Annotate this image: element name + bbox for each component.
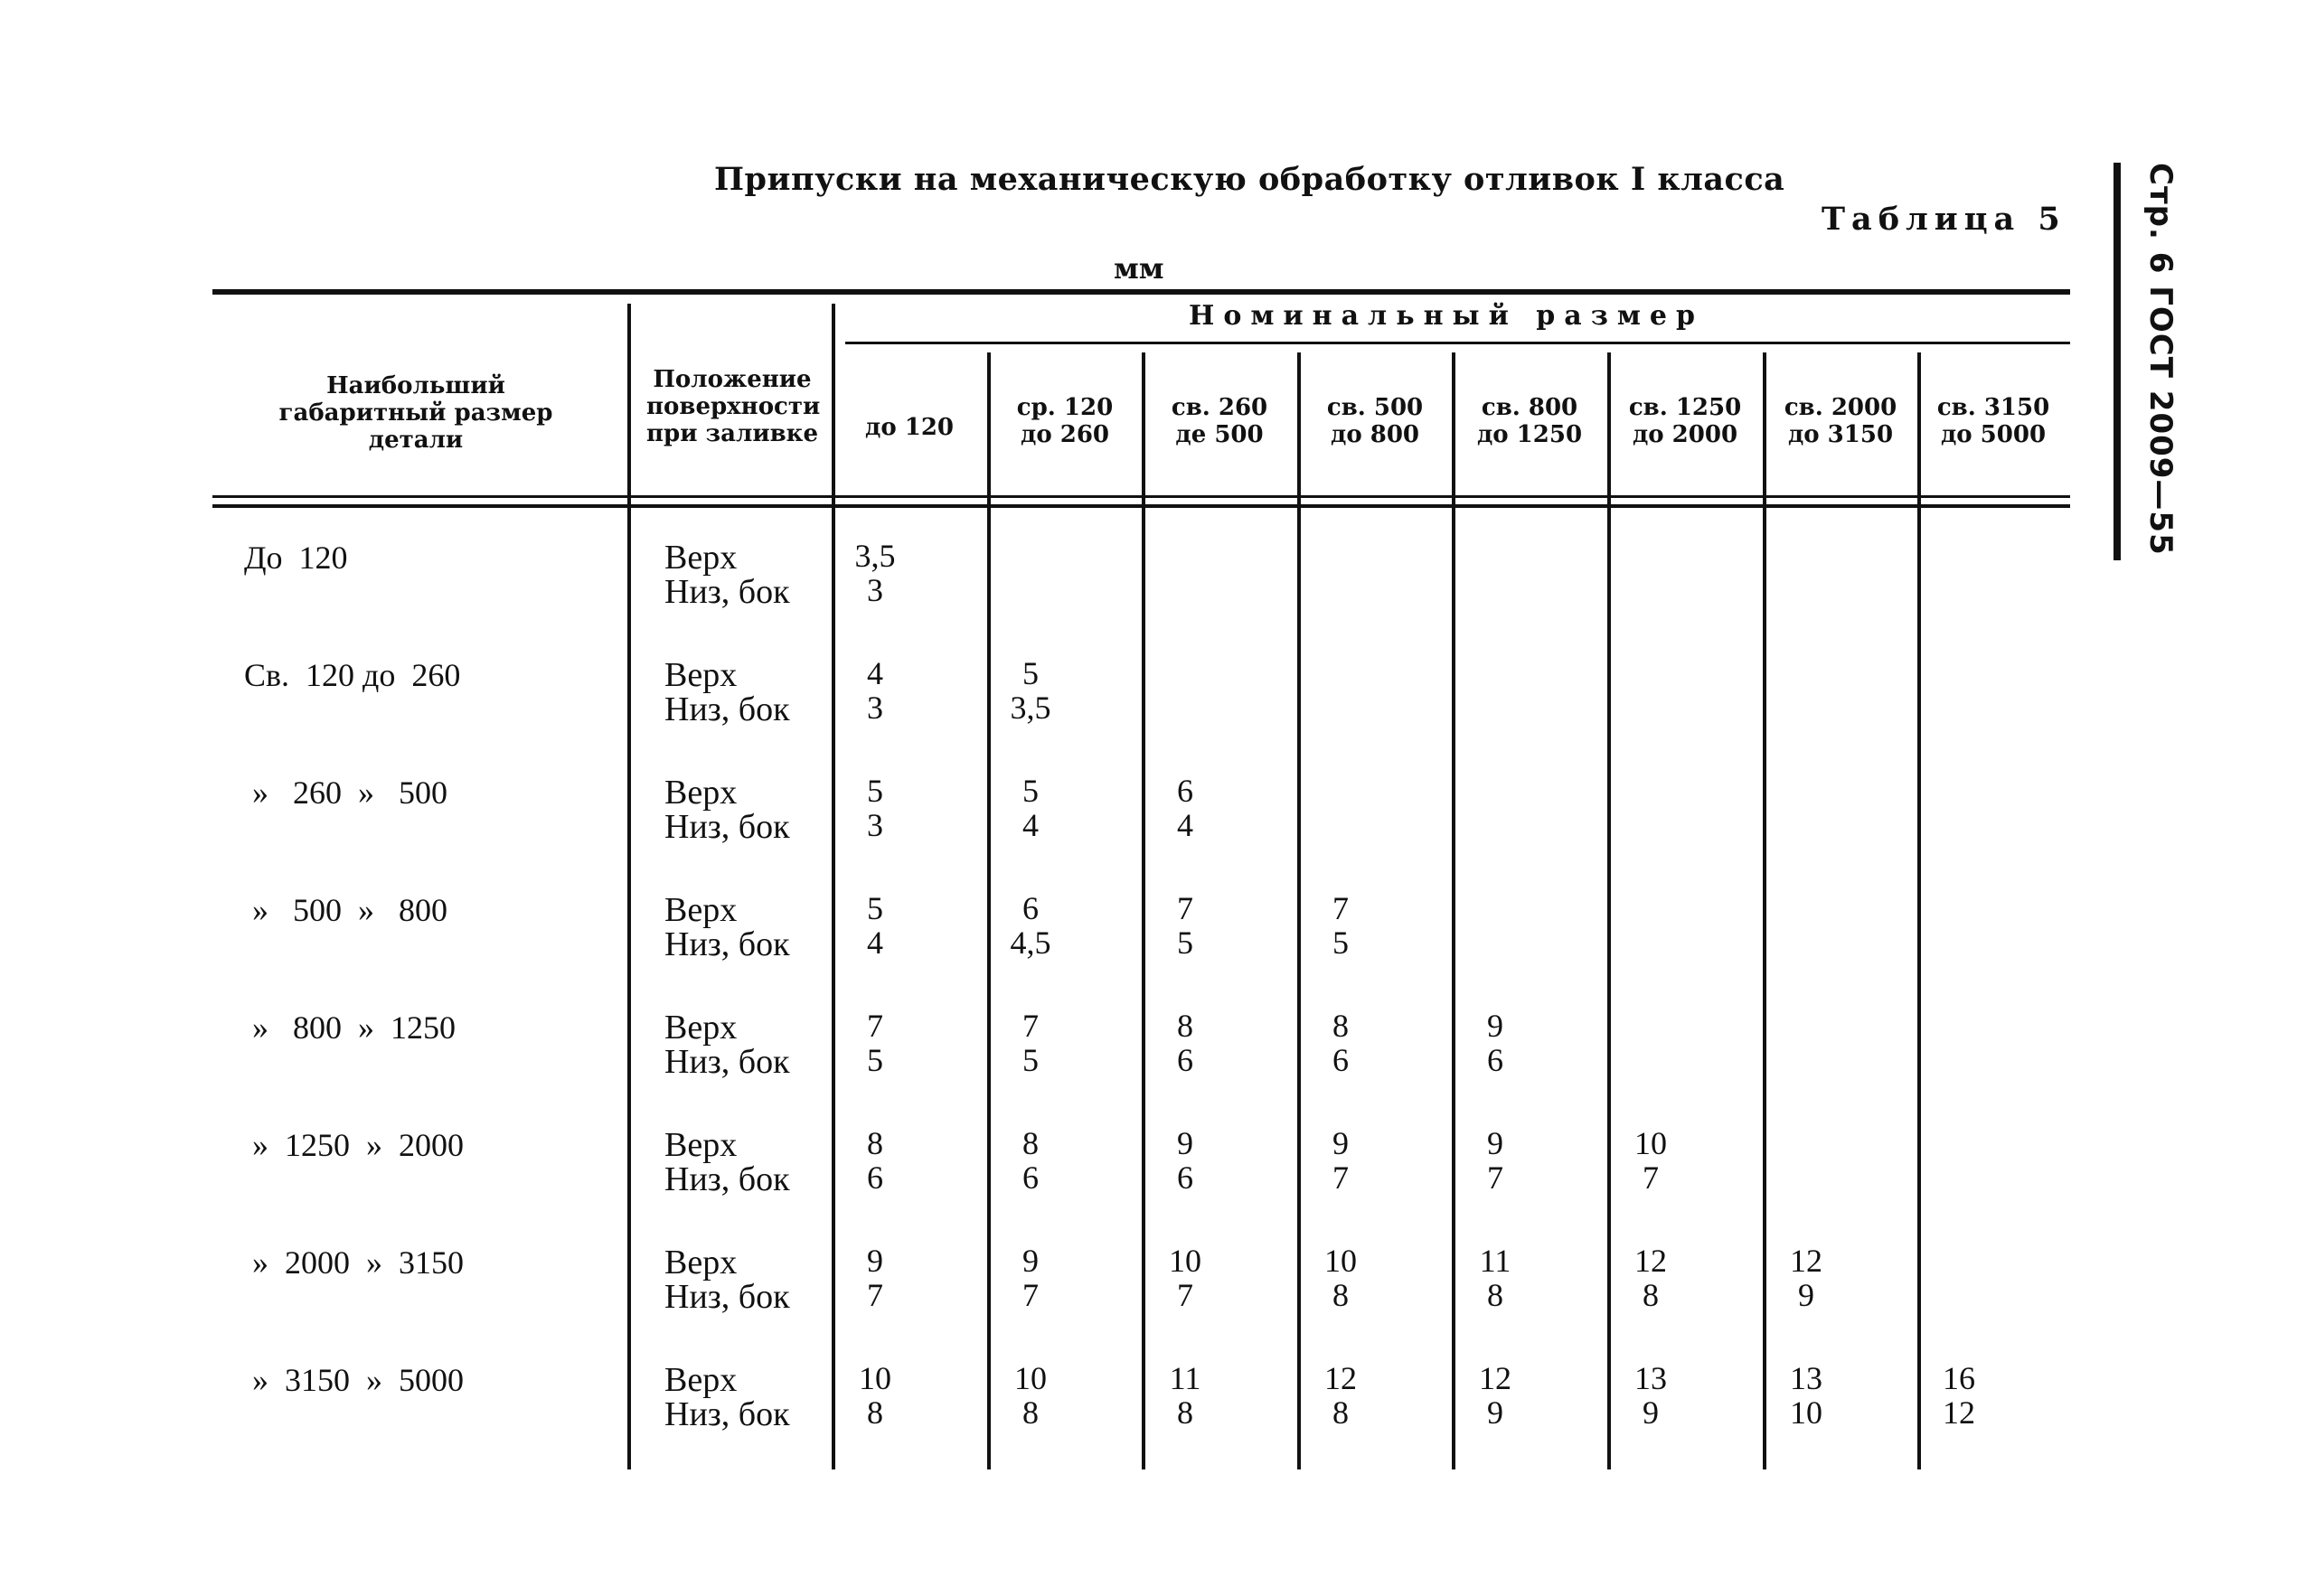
allowance-cell [1304, 1244, 1377, 1312]
position-bottom-side: Низ, бок [664, 573, 790, 611]
table-row [0, 1360, 2079, 1480]
header-size-line: де 500 [1175, 421, 1264, 448]
header-size-line: до 800 [1331, 421, 1419, 448]
header-size-line: до 1250 [1476, 421, 1583, 448]
top-rule [212, 289, 2070, 295]
position-top: Верх [664, 1361, 738, 1399]
allowance-bottom-side: 7 [867, 1277, 883, 1313]
allowance-cell [839, 1244, 911, 1312]
allowance-bottom-side: 6 [867, 1159, 883, 1196]
allowance-cell [1459, 1009, 1531, 1077]
position-bottom-side: Низ, бок [664, 1043, 790, 1081]
table-row [0, 1245, 2079, 1363]
table-row [0, 775, 2079, 893]
row-surface-positions [664, 1010, 790, 1079]
row-surface-positions [664, 540, 790, 609]
allowance-top: 4 [867, 655, 883, 691]
allowance-cell [994, 1361, 1067, 1430]
row-dimension-range: » 260 » 500 [244, 775, 447, 811]
row-surface-positions [664, 1363, 790, 1432]
allowance-cell [1615, 1361, 1687, 1430]
table-title: Припуски на механическую обработку отливок I класса [714, 161, 1785, 198]
allowance-bottom-side: 7 [1022, 1277, 1039, 1313]
allowance-cell [839, 891, 911, 960]
row-surface-positions [664, 1245, 790, 1314]
unit-label: мм [1114, 251, 1164, 286]
header-size-line: до 260 [1021, 421, 1109, 448]
allowance-cell [1459, 1126, 1531, 1195]
allowance-bottom-side: 12 [1943, 1394, 1975, 1431]
allowance-top: 5 [1022, 773, 1039, 809]
row-dimension-range: » 1250 » 2000 [244, 1127, 464, 1163]
allowance-top: 10 [1169, 1243, 1201, 1279]
allowance-cell [1923, 1361, 1995, 1430]
row-dimension-range: » 500 » 800 [244, 892, 447, 928]
table-row [0, 890, 2079, 1010]
row-dimension-range: Св. 120 до 260 [244, 657, 461, 693]
allowance-bottom-side: 9 [1643, 1394, 1659, 1431]
allowance-cell [1615, 1244, 1687, 1312]
allowance-top: 7 [867, 1008, 883, 1044]
position-bottom-side: Низ, бок [664, 808, 790, 846]
position-bottom-side: Низ, бок [664, 1160, 790, 1198]
header-size-line: св. 2000 [1784, 394, 1897, 421]
position-bottom-side: Низ, бок [664, 1395, 790, 1433]
header-size-line: св. 1250 [1628, 394, 1742, 421]
allowance-cell [1304, 1009, 1377, 1077]
allowance-bottom-side: 6 [1177, 1042, 1193, 1078]
allowance-bottom-side: 3 [867, 690, 883, 726]
allowance-cell [1149, 1009, 1221, 1077]
allowance-cell [839, 1361, 911, 1430]
allowance-top: 10 [1014, 1360, 1047, 1396]
allowance-cell [994, 891, 1067, 960]
table-row [0, 655, 2079, 775]
header-size-2 [1147, 394, 1292, 448]
allowance-top: 9 [1022, 1243, 1039, 1279]
allowance-top: 5 [1022, 655, 1039, 691]
allowance-cell [839, 539, 911, 607]
header-size-line: св. 500 [1326, 394, 1424, 421]
allowance-bottom-side: 10 [1790, 1394, 1822, 1431]
allowance-top: 6 [1177, 773, 1193, 809]
position-top: Верх [664, 1009, 738, 1047]
allowance-bottom-side: 5 [1177, 925, 1193, 961]
allowance-bottom-side: 6 [1177, 1159, 1193, 1196]
allowance-bottom-side: 4,5 [1010, 925, 1051, 961]
allowance-top: 8 [867, 1125, 883, 1161]
allowance-cell [994, 1126, 1067, 1195]
header-size-line: до 5000 [1940, 421, 2047, 448]
allowance-top: 5 [867, 773, 883, 809]
allowance-bottom-side: 5 [1332, 925, 1349, 961]
allowance-cell [1615, 1126, 1687, 1195]
allowance-top: 8 [1332, 1008, 1349, 1044]
header-size-line: ср. 120 [1016, 394, 1114, 421]
allowance-cell [1459, 1361, 1531, 1430]
position-top: Верх [664, 656, 738, 694]
header-size-line: св. 3150 [1936, 394, 2050, 421]
allowance-top: 16 [1943, 1360, 1975, 1396]
allowance-top: 11 [1479, 1243, 1511, 1279]
header-size-5 [1613, 394, 1757, 448]
allowance-cell [994, 1009, 1067, 1077]
position-top: Верх [664, 774, 738, 812]
side-header-text: Стр. 6 ГОСТ 2009—55 [2142, 163, 2179, 556]
allowance-bottom-side: 4 [867, 925, 883, 961]
group-rule [845, 342, 2070, 344]
header-max-dimension: Наибольший габаритный размер детали [278, 372, 553, 454]
allowance-top: 9 [1332, 1125, 1349, 1161]
header-nominal-size: Номинальный размер [1189, 300, 1704, 332]
allowance-top: 7 [1332, 890, 1349, 926]
allowance-cell [1304, 891, 1377, 960]
allowance-bottom-side: 7 [1487, 1159, 1503, 1196]
position-top: Верх [664, 539, 738, 577]
allowance-top: 10 [1324, 1243, 1357, 1279]
allowance-top: 9 [1487, 1125, 1503, 1161]
allowance-top: 9 [867, 1243, 883, 1279]
allowance-cell [839, 1126, 911, 1195]
allowance-bottom-side: 6 [1332, 1042, 1349, 1078]
allowance-bottom-side: 6 [1022, 1159, 1039, 1196]
allowance-cell [1149, 1126, 1221, 1195]
allowance-top: 12 [1479, 1360, 1511, 1396]
header-size-6 [1768, 394, 1913, 448]
table-row [0, 1010, 2079, 1128]
allowance-cell [839, 656, 911, 725]
allowance-cell [994, 1244, 1067, 1312]
allowance-top: 12 [1790, 1243, 1822, 1279]
allowance-cell [1304, 1361, 1377, 1430]
allowance-bottom-side: 3 [867, 807, 883, 843]
allowance-cell [1149, 1361, 1221, 1430]
position-top: Верх [664, 891, 738, 929]
allowance-bottom-side: 7 [1177, 1277, 1193, 1313]
allowance-bottom-side: 5 [867, 1042, 883, 1078]
allowance-cell [1770, 1244, 1842, 1312]
table-number: Таблица 5 [1822, 201, 2067, 238]
position-bottom-side: Низ, бок [664, 690, 790, 728]
side-header-bar [2114, 163, 2121, 560]
allowance-bottom-side: 7 [1332, 1159, 1349, 1196]
allowance-bottom-side: 8 [1332, 1394, 1349, 1431]
allowance-bottom-side: 8 [1177, 1394, 1193, 1431]
allowance-cell [994, 656, 1067, 725]
allowance-top: 13 [1790, 1360, 1822, 1396]
allowance-bottom-side: 4 [1022, 807, 1039, 843]
header-size-line: до 2000 [1632, 421, 1738, 448]
row-dimension-range: » 800 » 1250 [244, 1009, 456, 1046]
table-row [0, 1125, 2079, 1245]
allowance-bottom-side: 9 [1487, 1394, 1503, 1431]
allowance-bottom-side: 9 [1798, 1277, 1814, 1313]
row-surface-positions [664, 775, 790, 844]
allowance-top: 12 [1634, 1243, 1667, 1279]
row-surface-positions [664, 893, 790, 962]
allowance-top: 8 [1177, 1008, 1193, 1044]
header-size-line: св. 260 [1171, 394, 1268, 421]
row-dimension-range: До 120 [244, 540, 348, 576]
allowance-bottom-side: 8 [1332, 1277, 1349, 1313]
allowance-top: 12 [1324, 1360, 1357, 1396]
row-surface-positions [664, 658, 790, 727]
allowance-bottom-side: 3,5 [1010, 690, 1051, 726]
allowance-bottom-side: 8 [867, 1394, 883, 1431]
allowance-cell [839, 774, 911, 842]
allowance-cell [1770, 1361, 1842, 1430]
allowance-top: 8 [1022, 1125, 1039, 1161]
allowance-top: 5 [867, 890, 883, 926]
position-top: Верх [664, 1126, 738, 1164]
row-dimension-range: » 2000 » 3150 [244, 1244, 464, 1281]
allowance-top: 7 [1177, 890, 1193, 926]
allowance-bottom-side: 8 [1022, 1394, 1039, 1431]
position-top: Верх [664, 1244, 738, 1281]
allowance-top: 9 [1487, 1008, 1503, 1044]
allowance-bottom-side: 8 [1487, 1277, 1503, 1313]
header-surface-position: Положение поверхности при заливке [646, 366, 821, 447]
row-surface-positions [664, 1128, 790, 1197]
allowance-top: 6 [1022, 890, 1039, 926]
allowance-cell [994, 774, 1067, 842]
allowance-cell [1304, 1126, 1377, 1195]
allowance-top: 10 [1634, 1125, 1667, 1161]
allowance-top: 13 [1634, 1360, 1667, 1396]
allowance-cell [1149, 1244, 1221, 1312]
allowance-top: 3,5 [854, 538, 896, 574]
allowance-bottom-side: 8 [1643, 1277, 1659, 1313]
row-dimension-range: » 3150 » 5000 [244, 1362, 464, 1398]
allowance-cell [1149, 774, 1221, 842]
allowance-top: 11 [1169, 1360, 1201, 1396]
header-size-0 [837, 414, 982, 441]
header-size-line: св. 800 [1481, 394, 1578, 421]
header-size-7 [1921, 394, 2066, 448]
allowance-bottom-side: 7 [1643, 1159, 1659, 1196]
allowance-cell [1459, 1244, 1531, 1312]
allowance-bottom-side: 4 [1177, 807, 1193, 843]
header-size-4 [1457, 394, 1602, 448]
allowance-top: 9 [1177, 1125, 1193, 1161]
header-size-line: до 120 [865, 414, 954, 441]
header-size-line: до 3150 [1787, 421, 1894, 448]
allowance-bottom-side: 5 [1022, 1042, 1039, 1078]
allowance-cell [1149, 891, 1221, 960]
table-row [0, 540, 2079, 658]
position-bottom-side: Низ, бок [664, 1278, 790, 1316]
header-size-3 [1303, 394, 1447, 448]
allowance-bottom-side: 6 [1487, 1042, 1503, 1078]
allowance-top: 10 [859, 1360, 891, 1396]
allowance-top: 7 [1022, 1008, 1039, 1044]
header-size-1 [993, 394, 1137, 448]
position-bottom-side: Низ, бок [664, 925, 790, 963]
allowance-cell [839, 1009, 911, 1077]
allowance-bottom-side: 3 [867, 572, 883, 608]
